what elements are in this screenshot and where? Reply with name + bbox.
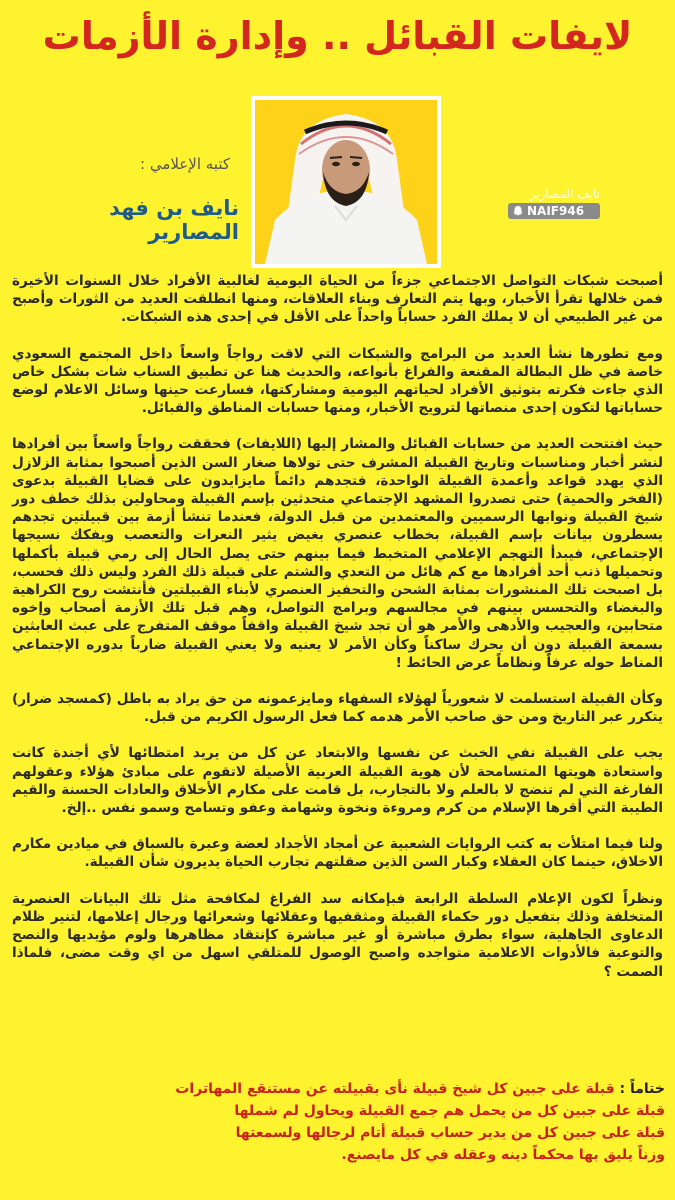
snapchat-handle-box [508,203,600,219]
closing-line: وزناً يليق بها محكماً دينه وعقله في كل مايصنع. [341,1147,665,1163]
closing-section [100,1078,665,1166]
author-name: نايف بن فهد المصارير [109,196,239,244]
article-paragraph: يجب على القبيلة نفي الخبث عن نفسها والابتعاد عن كل من يريد امتطائها لأي أجندة كانت واستعادة هويتها المتسامحة لأن هوية القبيلة العربية الأصيلة لاتقوم على مبادئ هؤلاء وعقولهم الفارغة التي لم تنضج لا بالعلم ولا بالتجارب، بل قامت على مكارم الأخلاق والعادات الحسنة والقيم الطيبة التي أقرها الإسلام من كرم ومروءة ونخوة وشهامة وعفو وتسامح وسمو نفس ..إلخ. [12,745,663,817]
article-paragraph: ونظراً لكون الإعلام السلطة الرابعة فبإمكانه سد الفراغ لمكافحة مثل تلك البيانات العنصرية المتخلفة وذلك بتفعيل دور حكماء القبيلة ومثقفيها وعقلائها وشعرائها ورجال إعلامها، لتنير ظلام الدعاوى الجاهلية، سواء بطرق مباشرة أو غير مباشرة كإنتقاد مظاهرها ولوم مؤيديها والنصح والتوعية فالأدوات الاعلامية متواجده واصبح الوصول للمتلقي اسهل من اي وقت مضى، فلماذا الصمت ؟ [12,890,663,980]
article-paragraph: أصبحت شبكات التواصل الاجتماعي جزءاً من الحياة اليومية لغالبية الأفراد خلال السنوات الأخيرة فمن خلالها تقرأ الأخبار، وبها يتم التعارف وبناء العلاقات، ومنها انطلقت العديد من الثورات وأصبح من غير الطبيعي أن لا يملك الفرد حساباً واحداً على الأقل في إحدى هذه الشبكات. [12,273,663,326]
closing-label: ختاماً : [619,1081,665,1097]
article-paragraph: ولنا فيما امتلأت به كتب الروايات الشعبية عن أمجاد الأجداد لعضة وعبرة بالسباق في ميادين مكارم الاخلاق، حينما كان العقلاء وكبار السن الذين صقلتهم تجارب الحياة يديرون شأن القبيلة. [12,836,663,871]
snapchat-badge [508,186,600,219]
article-body [12,272,663,999]
article-paragraph: وكأن القبيلة استسلمت لا شعورياً لهؤلاء السفهاء ومايزعمونه من حق يراد به باطل (كمسجد ضرار) يتكرر عبر التاريخ ومن حق صاحب الأمر هدمه كما فعل الرسول الكريم من قبل. [12,691,663,726]
author-portrait-illustration [255,100,437,264]
snapchat-handle: NAIF946 [527,204,585,218]
snapchat-ghost-icon [512,205,524,217]
closing-line: قبلة على جبين كل من يحمل هم جمع القبيلة ويحاول لم شملها [234,1103,665,1119]
article-paragraph: ومع تطورها نشأ العديد من البرامج والشبكات التي لاقت رواجاً واسعاً داخل المجتمع السعودي خاصة في ظل البطالة المقنعة والفراغ بأنواعه، والحديث هنا عن تطبيق السناب شات بشكل خاص الذي جاءت فكرته بتوثيق الأفراد لحياتهم اليومية ومشاركتها، فسارعت حينها وسائل الاعلام لوضع حساباتها لتكون إحدى منصاتها لترويج الأخبار، ومنها حسابات المناطق والقبائل. [12,345,663,417]
author-photo [251,96,441,268]
author-label: كتبه الإعلامي : [140,155,230,173]
closing-line: قبلة على جبين كل من يدير حساب قبيلة أتام لرجالها ولسمعتها [235,1125,665,1141]
closing-line: قبلة على جبين كل شيخ قبيلة نأى بقبيلته عن مستنقع المهاترات [175,1081,615,1097]
snapchat-name: نايف المصارير [529,187,600,201]
article-title: لايفات القبائل .. وإدارة الأزمات [42,14,633,58]
article-paragraph: حيث افتتحت العديد من حسابات القبائل والمشار إليها (اللايفات) فحققت رواجاً واسعاً بين أفرادها لنشر أخبار ومناسبات وتاريخ القبيلة المشرف حتى تولاها صغار السن الذين أصبحوا بمثابة الزلازل الذي يهدد قواعد وأعمدة القبيلة الواحدة، فتجدهم دائماً مايزايدون على قضايا القبيلة بدعوى (الفخر والحمية) حتى تصدروا المشهد الإجتماعي متحدثين بإسم القبيلة ومحاولين بذلك خطف دور شيخ القبيلة ونوابها الرسميين والمعتمدين من قبل الدولة، فعندما تنشأ أزمة بين قبيلتين تجدهم يسطرون بيانات بإسم القبيلة، بخطاب عنصري بغيض يثير النعرات والتعصب ويفكك نسيجها الإجتماعي، فيبدأ التهجم الإعلامي المتخبط فيما بينهم حتى يصل الحال إلى رمي قبيلة بأكملها وتحميلها ذنب أحد أفرادها مع كم هائل من التعدي والشتم على قبيلة ذلك الفرد وليس ذلك فحسب، بل اصبحت تلك المنشورات بمثابة الشحن والتحفيز العنصري لأبناء القبيلتين فأنتشت روح الكراهية والبغضاء والتحسس بينهم في مجالسهم وبرامج التواصل، وهم قبل تلك الأزمة أصحاب وإخوه متحابين، والعجيب والأدهى والأمر هو أن تجد شيخ القبيلة واقفاً موقف المتفرج على عبث العابثين بسمعة القبيلة دون أن يحرك ساكناً وكأن الأمر لا يعنيه ولا يعني القبيلة ضارباً بدوره الإجتماعي المناط حوله عرفاً ونظاماً عرض الحائط ! [12,436,663,671]
